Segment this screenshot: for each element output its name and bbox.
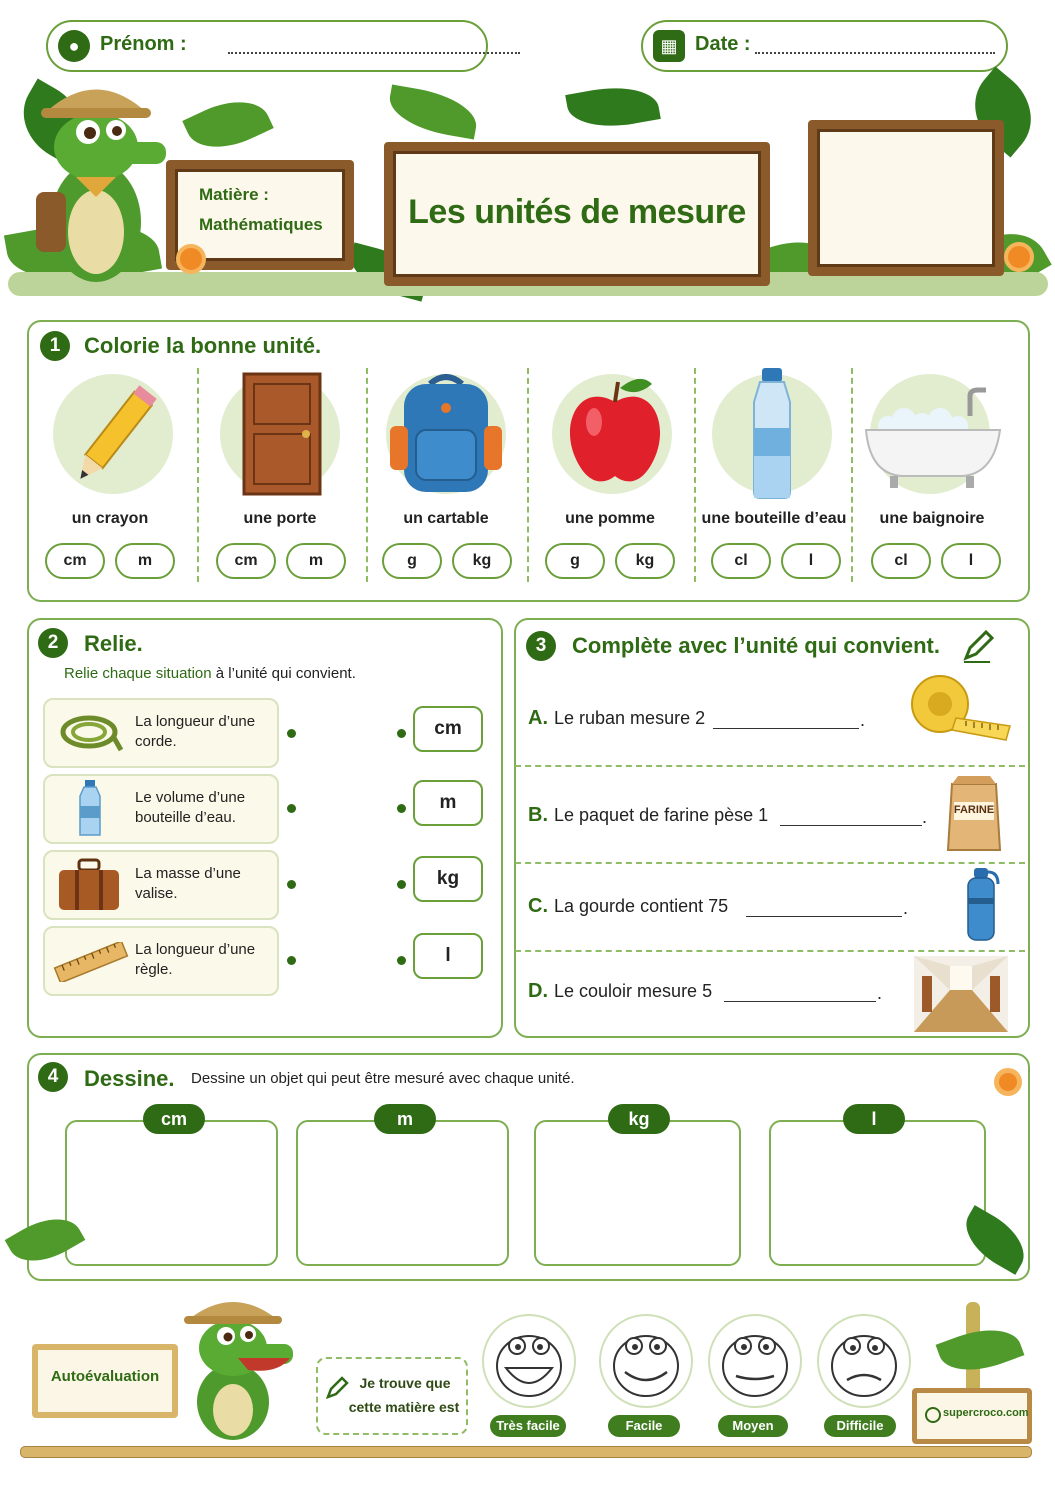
level-label: Difficile — [824, 1415, 896, 1437]
bamboo-rail — [20, 1446, 1032, 1458]
leaf-decoration — [182, 87, 274, 162]
right-connector[interactable] — [397, 956, 406, 965]
question-text: Le paquet de farine pèse 1 — [554, 805, 769, 825]
situation-text: La longueur d’une corde. — [135, 713, 256, 750]
matiere-text: cette matière est — [348, 1399, 460, 1415]
backpack-icon — [386, 370, 506, 494]
level-label: Moyen — [718, 1415, 788, 1437]
period: . — [903, 898, 909, 918]
divider — [694, 368, 696, 582]
site-sign — [912, 1388, 1032, 1444]
situation-card — [43, 698, 279, 768]
corridor-icon — [914, 956, 1008, 1032]
situation-text: La longueur d’une règle. — [135, 941, 256, 978]
situation-text: Le volume d’une bouteille d’eau. — [135, 789, 246, 826]
left-connector[interactable] — [287, 956, 296, 965]
question-letter: D. — [528, 980, 548, 1002]
divider — [527, 368, 529, 582]
question-text: Le ruban mesure 2 — [554, 708, 706, 728]
pencil-icon — [324, 1375, 350, 1401]
question-c — [528, 895, 728, 918]
instruction-text: à l’unité qui convient. — [211, 665, 356, 682]
pencil-edit-icon — [960, 628, 996, 664]
level-label: Facile — [608, 1415, 680, 1437]
user-icon: ● — [58, 30, 90, 62]
flower-icon — [176, 244, 206, 274]
section1-title: Colorie la bonne unité. — [84, 333, 322, 358]
question-b — [528, 804, 768, 827]
section1-number: 1 — [40, 331, 70, 361]
situation-text: La masse d’une valise. — [135, 865, 241, 902]
question-letter: B. — [528, 804, 548, 826]
right-connector[interactable] — [397, 804, 406, 813]
date-label: Date : — [695, 33, 751, 55]
drawing-box[interactable] — [65, 1120, 278, 1266]
flask-icon — [962, 866, 1002, 942]
date-field[interactable] — [641, 20, 1008, 72]
unit-choice[interactable]: g — [545, 543, 605, 579]
face-easy[interactable] — [599, 1314, 693, 1408]
matiere-label: Matière : — [199, 185, 269, 204]
item-label: une bouteille d’eau — [701, 510, 847, 527]
drawing-box[interactable] — [769, 1120, 986, 1266]
section2-instruction — [64, 665, 356, 682]
prenom-label: Prénom : — [100, 33, 187, 55]
section2-number: 2 — [38, 628, 68, 658]
left-connector[interactable] — [287, 804, 296, 813]
drawing-unit-tag: kg — [608, 1104, 670, 1134]
question-letter: C. — [528, 895, 548, 917]
self-eval-prompt — [316, 1357, 468, 1435]
unit-choice[interactable]: l — [941, 543, 1001, 579]
right-connector[interactable] — [397, 880, 406, 889]
page-title: Les unités de mesure — [408, 193, 746, 231]
unit-choice[interactable]: cl — [711, 543, 771, 579]
date-line[interactable] — [755, 52, 995, 54]
situation-card — [43, 926, 279, 996]
unit-choice[interactable]: m — [286, 543, 346, 579]
period: . — [922, 807, 928, 827]
unit-box[interactable]: cm — [413, 706, 483, 752]
drawing-unit-tag: m — [374, 1104, 436, 1134]
right-connector[interactable] — [397, 729, 406, 738]
title-frame — [384, 142, 770, 286]
empty-frame — [808, 120, 1004, 276]
divider — [515, 765, 1025, 767]
period: . — [860, 710, 866, 730]
left-connector[interactable] — [287, 880, 296, 889]
suitcase-icon — [57, 858, 121, 912]
face-medium[interactable] — [708, 1314, 802, 1408]
autoevaluation-label: Autoévaluation — [50, 1368, 160, 1385]
bathtub-icon — [862, 386, 1004, 492]
unit-choice[interactable]: m — [115, 543, 175, 579]
croco-mascot-icon — [178, 1292, 298, 1442]
section2-title: Relie. — [84, 631, 143, 656]
answer-line[interactable] — [713, 728, 859, 729]
face-difficult[interactable] — [817, 1314, 911, 1408]
unit-choice[interactable]: cm — [45, 543, 105, 579]
situation-card — [43, 774, 279, 844]
neutral-croco-icon — [710, 1316, 800, 1406]
item-label: un crayon — [71, 510, 149, 527]
matiere-value: Mathématiques — [199, 215, 323, 234]
question-text: La gourde contient 75 — [554, 896, 729, 916]
unit-box[interactable]: kg — [413, 856, 483, 902]
divider — [515, 950, 1025, 952]
drawing-unit-tag: l — [843, 1104, 905, 1134]
situation-card — [43, 850, 279, 920]
drawing-unit-tag: cm — [143, 1104, 205, 1134]
smiling-croco-icon — [601, 1316, 691, 1406]
calendar-icon: ▦ — [653, 30, 685, 62]
leaf-decoration — [385, 84, 481, 139]
item-label: une baignoire — [879, 510, 985, 527]
pencil-icon — [58, 378, 168, 496]
divider — [515, 862, 1025, 864]
jungle-banner — [8, 72, 1048, 302]
unit-choice[interactable]: kg — [615, 543, 675, 579]
leaf-decoration — [936, 1318, 1025, 1383]
answer-line[interactable] — [724, 1001, 876, 1002]
item-label: un cartable — [403, 510, 489, 527]
instruction-highlight: Relie chaque situation — [64, 665, 212, 682]
divider — [197, 368, 199, 582]
section3-title: Complète avec l’unité qui convient. — [572, 633, 940, 658]
item-label: une porte — [243, 510, 317, 527]
question-a — [528, 707, 705, 730]
rope-icon — [55, 710, 123, 754]
globe-icon — [925, 1407, 941, 1423]
unit-choice[interactable]: kg — [452, 543, 512, 579]
face-very-easy[interactable] — [482, 1314, 576, 1408]
flower-icon — [994, 1068, 1022, 1096]
apple-icon — [560, 372, 670, 492]
unit-choice[interactable]: cl — [871, 543, 931, 579]
laughing-croco-icon — [484, 1316, 574, 1406]
water-bottle-icon — [744, 366, 800, 500]
door-icon — [242, 372, 322, 496]
question-d — [528, 980, 712, 1003]
left-connector[interactable] — [287, 729, 296, 738]
tape-measure-icon — [906, 674, 1014, 742]
answer-line[interactable] — [780, 825, 922, 826]
section4-title: Dessine. — [84, 1066, 175, 1091]
flower-icon — [1004, 242, 1034, 272]
divider — [366, 368, 368, 582]
section3-number: 3 — [526, 631, 556, 661]
autoevaluation-sign — [32, 1344, 178, 1418]
unit-box[interactable]: m — [413, 780, 483, 826]
question-text: Le couloir mesure 5 — [554, 981, 713, 1001]
answer-line[interactable] — [746, 916, 902, 917]
worried-croco-icon — [819, 1316, 909, 1406]
unit-choice[interactable]: l — [781, 543, 841, 579]
item-label: une pomme — [565, 510, 655, 527]
unit-choice[interactable]: g — [382, 543, 442, 579]
flour-label: FARINE — [953, 804, 995, 816]
divider — [851, 368, 853, 582]
question-letter: A. — [528, 707, 548, 729]
trouve-text: Je trouve que — [359, 1375, 451, 1391]
drawing-box[interactable] — [534, 1120, 741, 1266]
leaf-decoration — [565, 79, 661, 134]
drawing-box[interactable] — [296, 1120, 509, 1266]
section4-number: 4 — [38, 1062, 68, 1092]
unit-choice[interactable]: cm — [216, 543, 276, 579]
ruler-icon — [53, 942, 129, 982]
prenom-line[interactable] — [228, 52, 520, 54]
period: . — [877, 983, 883, 1003]
section4-instruction: Dessine un objet qui peut être mesuré avec chaque unité. — [191, 1070, 575, 1087]
unit-box[interactable]: l — [413, 933, 483, 979]
level-label: Très facile — [490, 1415, 566, 1437]
site-url: supercroco.com — [943, 1407, 1029, 1419]
croco-mascot-icon — [26, 72, 176, 292]
prenom-field[interactable] — [46, 20, 488, 72]
bottle-icon — [77, 780, 103, 838]
